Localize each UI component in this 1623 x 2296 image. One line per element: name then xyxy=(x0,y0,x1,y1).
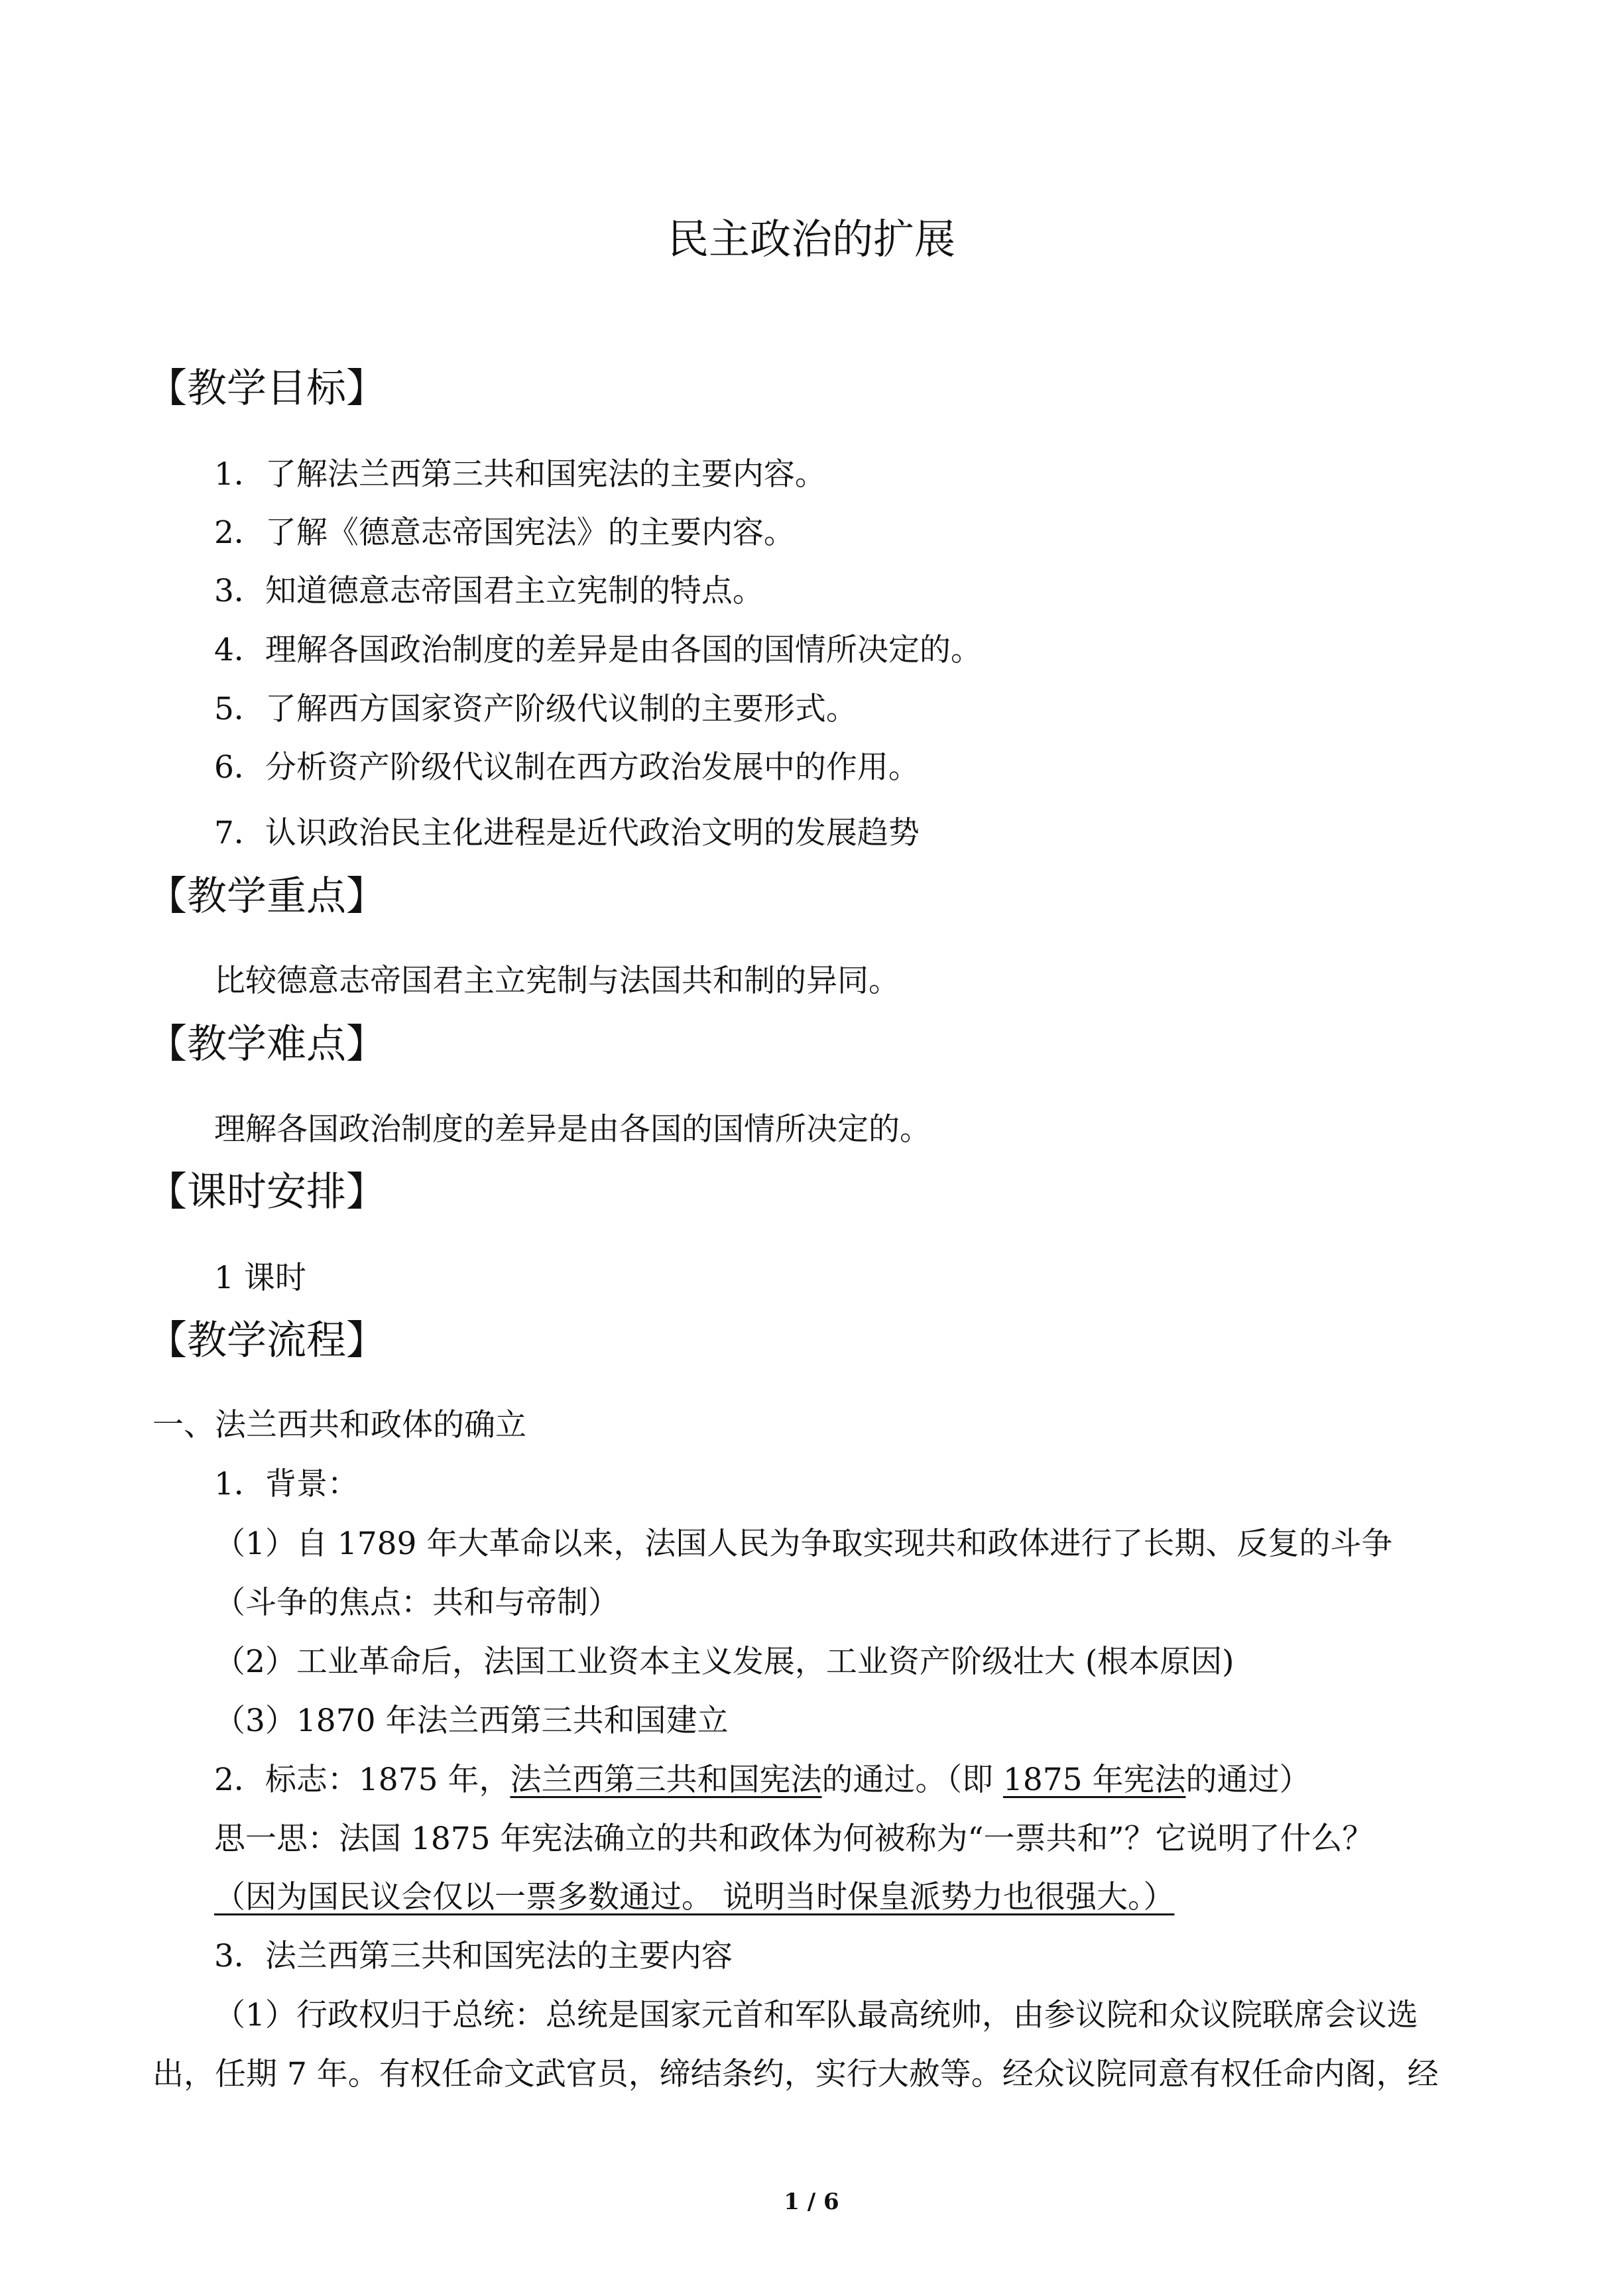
key-points-text: 比较德意志帝国君主立宪制与法国共和制的异同。 xyxy=(214,963,900,999)
schedule-text: 1 课时 xyxy=(214,1260,306,1296)
content-label: 3．法兰西第三共和国宪法的主要内容 xyxy=(214,1938,733,1974)
sign-underlined-1875: 1875 年宪法 xyxy=(1002,1762,1186,1798)
think-answer: （因为国民议会仅以一票多数通过。 说明当时保皇派势力也很强大。） xyxy=(214,1879,1175,1915)
background-item-2: （2）工业革命后，法国工业资本主义发展，工业资产阶级壮大 (根本原因) xyxy=(214,1644,1234,1680)
heading-objectives: 【教学目标】 xyxy=(147,365,386,412)
think-question: 思一思：法国 1875 年宪法确立的共和政体为何被称为“一票共和”？它说明了什么？ xyxy=(214,1821,1374,1857)
sign-suffix: 的通过） xyxy=(1185,1762,1311,1798)
sign-line xyxy=(214,1762,1311,1798)
sign-underlined-constitution: 法兰西第三共和国宪法 xyxy=(510,1762,822,1798)
objective-item: 5．了解西方国家资产阶级代议制的主要形式。 xyxy=(214,691,857,727)
page-title: 民主政治的扩展 xyxy=(667,215,955,263)
sign-prefix: 2．标志：1875 年， xyxy=(214,1762,511,1798)
background-item-1-cont: （斗争的焦点：共和与帝制） xyxy=(214,1585,619,1621)
heading-schedule: 【课时安排】 xyxy=(147,1169,386,1215)
content-item-1: （1）行政权归于总统：总统是国家元首和军队最高统帅，由参议院和众议院联席会议选 xyxy=(214,1997,1418,2033)
background-item-1: （1）自 1789 年大革命以来，法国人民为争取实现共和政体进行了长期、反复的斗争 xyxy=(214,1526,1393,1562)
sign-middle: 的通过。（即 xyxy=(821,1762,1003,1798)
heading-process: 【教学流程】 xyxy=(147,1317,386,1364)
heading-key-points: 【教学重点】 xyxy=(147,873,386,920)
objective-item: 4．理解各国政治制度的差异是由各国的国情所决定的。 xyxy=(214,632,982,668)
objective-item: 6．分析资产阶级代议制在西方政治发展中的作用。 xyxy=(214,749,920,786)
objective-item: 2．了解《德意志帝国宪法》的主要内容。 xyxy=(214,514,795,551)
difficulties-text: 理解各国政治制度的差异是由各国的国情所决定的。 xyxy=(214,1111,931,1148)
background-item-3: （3）1870 年法兰西第三共和国建立 xyxy=(214,1703,729,1739)
heading-difficulties: 【教学难点】 xyxy=(147,1021,386,1067)
objective-item: 7．认识政治民主化进程是近代政治文明的发展趋势 xyxy=(214,815,920,851)
page-number: 1 / 6 xyxy=(784,2189,839,2215)
content-item-1-cont: 出，任期 7 年。有权任命文武官员，缔结条约，实行大赦等。经众议院同意有权任命内阁，经 xyxy=(152,2056,1439,2092)
objective-item: 1．了解法兰西第三共和国宪法的主要内容。 xyxy=(214,456,826,493)
objective-item: 3．知道德意志帝国君主立宪制的特点。 xyxy=(214,573,764,609)
background-label: 1．背景： xyxy=(214,1466,359,1502)
part1-title: 一、法兰西共和政体的确立 xyxy=(152,1407,526,1443)
